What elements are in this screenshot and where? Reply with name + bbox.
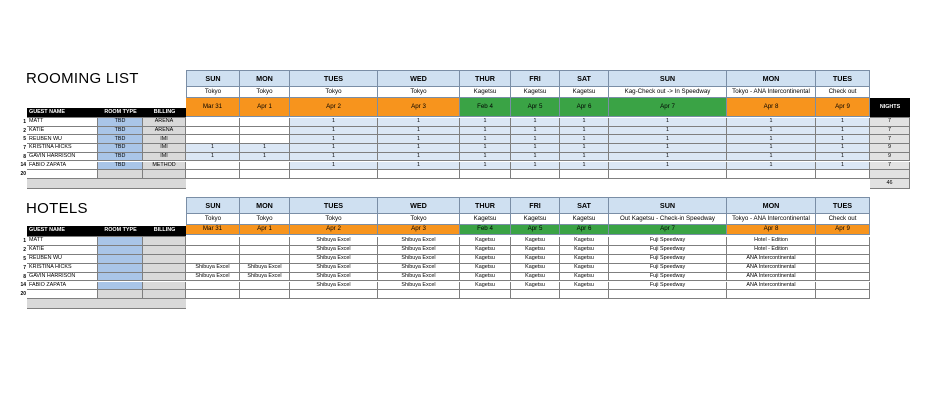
schedule-cell[interactable] (240, 135, 290, 144)
schedule-cell[interactable] (186, 246, 240, 255)
day-header: SAT (560, 70, 609, 87)
schedule-cell[interactable]: Kagetsu (560, 264, 609, 273)
nights-cell: 9 (870, 144, 910, 153)
schedule-cell[interactable] (460, 290, 511, 299)
date-header: Apr 3 (378, 98, 460, 117)
day-header: TUES (816, 197, 870, 214)
schedule-cell[interactable]: 1 (560, 144, 609, 153)
schedule-cell[interactable]: Fuji Speedway (609, 273, 727, 282)
schedule-cell[interactable]: 1 (511, 153, 560, 162)
schedule-cell[interactable]: Shibuya Excel (240, 264, 290, 273)
schedule-cell[interactable]: Shibuya Excel (186, 264, 240, 273)
billing-cell[interactable] (143, 246, 186, 255)
location-header: Kagetsu (511, 214, 560, 225)
schedule-cell[interactable]: Shibuya Excel (378, 282, 460, 291)
day-header: FRI (511, 70, 560, 87)
date-header: Feb 4 (460, 225, 511, 235)
schedule-cell[interactable] (378, 290, 460, 299)
location-header: Tokyo (186, 87, 240, 98)
schedule-cell[interactable]: 1 (378, 135, 460, 144)
schedule-cell[interactable]: 1 (609, 144, 727, 153)
schedule-cell[interactable]: 1 (511, 135, 560, 144)
schedule-cell[interactable]: Shibuya Excel (378, 237, 460, 246)
row-number: 1 (23, 118, 26, 125)
room-type-cell[interactable] (98, 255, 143, 264)
day-header: TUES (290, 197, 378, 214)
schedule-cell[interactable]: 1 (816, 118, 870, 127)
schedule-cell[interactable]: 1 (460, 153, 511, 162)
schedule-cell[interactable] (816, 264, 870, 273)
schedule-cell[interactable]: 1 (816, 127, 870, 136)
guest-name-cell[interactable]: GAVIN HARRISON (27, 273, 98, 282)
location-header: Tokyo (290, 87, 378, 98)
guest-name-header: GUEST NAME (27, 108, 98, 118)
location-header: Tokyo - ANA Intercontinental (727, 87, 816, 98)
day-header: SAT (560, 197, 609, 214)
location-header: Tokyo (186, 214, 240, 225)
schedule-cell[interactable] (240, 246, 290, 255)
schedule-cell[interactable]: 1 (727, 162, 816, 171)
schedule-cell[interactable]: 1 (816, 162, 870, 171)
schedule-cell[interactable]: 1 (609, 162, 727, 171)
row-number: 2 (23, 127, 26, 134)
billing-header: BILLING (143, 226, 186, 237)
schedule-cell[interactable]: Kagetsu (511, 273, 560, 282)
billing-cell[interactable]: ARENA (143, 127, 186, 136)
row-number: 8 (23, 273, 26, 280)
schedule-cell[interactable]: 1 (816, 144, 870, 153)
schedule-cell[interactable]: Kagetsu (560, 237, 609, 246)
schedule-cell[interactable]: 1 (511, 118, 560, 127)
row-number: 7 (23, 264, 26, 271)
schedule-cell[interactable] (511, 290, 560, 299)
date-header: Apr 1 (240, 98, 290, 117)
billing-cell[interactable]: IMI (143, 135, 186, 144)
location-header: Tokyo (290, 214, 378, 225)
billing-cell[interactable]: IMI (143, 144, 186, 153)
schedule-cell[interactable]: 1 (290, 144, 378, 153)
schedule-cell[interactable]: Kagetsu (560, 255, 609, 264)
schedule-cell[interactable]: 1 (460, 135, 511, 144)
room-type-header: ROOM TYPE (98, 108, 143, 118)
room-type-cell[interactable]: TBD (98, 127, 143, 136)
schedule-cell[interactable]: Fuji Speedway (609, 246, 727, 255)
schedule-cell[interactable] (609, 290, 727, 299)
schedule-cell[interactable] (186, 282, 240, 291)
schedule-cell[interactable]: 1 (511, 127, 560, 136)
schedule-cell[interactable]: 1 (609, 127, 727, 136)
row-number: 8 (23, 153, 26, 160)
schedule-cell[interactable]: 1 (511, 144, 560, 153)
guest-name-cell[interactable]: REUBEN WU (27, 255, 98, 264)
schedule-cell[interactable]: Kagetsu (560, 282, 609, 291)
guest-name-cell[interactable]: KATIE (27, 127, 98, 136)
total-nights-cell: 46 (870, 179, 910, 189)
schedule-cell[interactable]: 1 (727, 118, 816, 127)
schedule-cell[interactable] (186, 290, 240, 299)
location-header: Tokyo (378, 87, 460, 98)
schedule-cell[interactable]: Fuji Speedway (609, 255, 727, 264)
schedule-cell[interactable] (186, 118, 240, 127)
schedule-cell[interactable] (186, 255, 240, 264)
nights-cell: 9 (870, 153, 910, 162)
guest-name-cell[interactable]: REUBEN WU (27, 135, 98, 144)
schedule-cell[interactable] (186, 162, 240, 171)
schedule-cell[interactable]: 1 (186, 144, 240, 153)
day-header: TUES (290, 70, 378, 87)
room-type-cell[interactable] (98, 246, 143, 255)
hotels-title: HOTELS (26, 200, 88, 217)
guest-name-cell[interactable]: FABIO ZAPATA (27, 282, 98, 291)
schedule-cell[interactable]: ANA Intercontinental (727, 255, 816, 264)
schedule-cell[interactable]: 1 (240, 144, 290, 153)
day-header: TUES (816, 70, 870, 87)
day-header: SUN (186, 70, 240, 87)
schedule-cell[interactable] (609, 170, 727, 179)
nights-cell: 7 (870, 135, 910, 144)
schedule-cell[interactable]: 1 (727, 135, 816, 144)
schedule-cell[interactable]: 1 (727, 144, 816, 153)
schedule-cell[interactable]: Shibuya Excel (378, 246, 460, 255)
day-header: THUR (460, 197, 511, 214)
schedule-cell[interactable]: Shibuya Excel (186, 273, 240, 282)
schedule-cell[interactable]: 1 (186, 153, 240, 162)
day-header: SUN (609, 197, 727, 214)
location-header: Tokyo (240, 214, 290, 225)
schedule-cell[interactable]: Shibuya Excel (290, 264, 378, 273)
day-header: MON (240, 70, 290, 87)
schedule-cell[interactable]: 1 (460, 118, 511, 127)
schedule-cell[interactable] (240, 127, 290, 136)
schedule-cell[interactable]: 1 (560, 127, 609, 136)
schedule-cell[interactable]: Shibuya Excel (290, 282, 378, 291)
nights-header: NIGHTS (870, 98, 910, 118)
billing-cell[interactable] (143, 290, 186, 299)
room-type-cell[interactable]: TBD (98, 153, 143, 162)
schedule-cell[interactable]: Shibuya Excel (290, 273, 378, 282)
schedule-cell[interactable]: 1 (609, 153, 727, 162)
room-type-cell[interactable] (98, 264, 143, 273)
footer-row (27, 299, 186, 309)
location-header: Tokyo - ANA Intercontinental (727, 214, 816, 225)
schedule-cell[interactable]: Kagetsu (460, 264, 511, 273)
schedule-cell[interactable]: 1 (727, 127, 816, 136)
schedule-cell[interactable] (240, 162, 290, 171)
schedule-cell[interactable]: 1 (816, 153, 870, 162)
billing-header: BILLING (143, 108, 186, 118)
date-header: Apr 2 (290, 225, 378, 235)
nights-cell: 7 (870, 162, 910, 171)
schedule-cell[interactable] (240, 237, 290, 246)
schedule-cell[interactable] (816, 290, 870, 299)
schedule-cell[interactable]: Fuji Speedway (609, 264, 727, 273)
day-header: WED (378, 197, 460, 214)
location-header: Kagetsu (460, 87, 511, 98)
schedule-cell[interactable]: Kagetsu (511, 237, 560, 246)
row-number: 2 (23, 246, 26, 253)
row-number: 5 (23, 136, 26, 143)
guest-name-cell[interactable]: MATT (27, 118, 98, 127)
room-type-cell[interactable] (98, 273, 143, 282)
guest-name-cell[interactable] (27, 290, 98, 299)
schedule-cell[interactable] (727, 290, 816, 299)
schedule-cell[interactable]: Shibuya Excel (378, 264, 460, 273)
schedule-cell[interactable] (816, 170, 870, 179)
schedule-cell[interactable]: 1 (290, 162, 378, 171)
schedule-cell[interactable] (816, 237, 870, 246)
schedule-cell[interactable]: Kagetsu (511, 264, 560, 273)
schedule-cell[interactable]: Hotel - Edition (727, 246, 816, 255)
billing-cell[interactable]: IMI (143, 153, 186, 162)
schedule-cell[interactable] (560, 290, 609, 299)
billing-cell[interactable] (143, 264, 186, 273)
day-header: WED (378, 70, 460, 87)
day-header: FRI (511, 197, 560, 214)
schedule-cell[interactable]: Kagetsu (460, 237, 511, 246)
date-header: Apr 6 (560, 225, 609, 235)
room-type-cell[interactable]: TBD (98, 118, 143, 127)
schedule-cell[interactable] (816, 255, 870, 264)
billing-cell[interactable] (143, 170, 186, 179)
schedule-cell[interactable]: 1 (560, 153, 609, 162)
guest-name-cell[interactable]: FABIO ZAPATA (27, 162, 98, 171)
row-number: 14 (20, 282, 26, 289)
schedule-cell[interactable] (240, 118, 290, 127)
location-header: Kagetsu (511, 87, 560, 98)
schedule-cell[interactable] (186, 170, 240, 179)
schedule-cell[interactable]: ANA Intercontinental (727, 282, 816, 291)
schedule-cell[interactable]: 1 (560, 118, 609, 127)
schedule-cell[interactable] (511, 170, 560, 179)
schedule-cell[interactable] (816, 273, 870, 282)
schedule-cell[interactable] (186, 127, 240, 136)
guest-name-cell[interactable]: MATT (27, 237, 98, 246)
schedule-cell[interactable]: Kagetsu (460, 282, 511, 291)
schedule-cell[interactable]: 1 (378, 127, 460, 136)
room-type-cell[interactable] (98, 237, 143, 246)
schedule-cell[interactable] (186, 135, 240, 144)
schedule-cell[interactable] (240, 282, 290, 291)
schedule-cell[interactable]: Shibuya Excel (378, 273, 460, 282)
schedule-cell[interactable]: Kagetsu (460, 273, 511, 282)
row-number: 20 (20, 171, 26, 178)
schedule-cell[interactable]: 1 (609, 118, 727, 127)
schedule-cell[interactable]: 1 (290, 153, 378, 162)
location-header: Kagetsu (560, 214, 609, 225)
location-header: Check out (816, 87, 870, 98)
schedule-cell[interactable]: 1 (378, 118, 460, 127)
day-header: SUN (609, 70, 727, 87)
schedule-cell[interactable]: 1 (460, 127, 511, 136)
date-header: Apr 7 (609, 98, 727, 117)
room-type-cell[interactable]: TBD (98, 144, 143, 153)
date-header: Apr 7 (609, 225, 727, 235)
schedule-cell[interactable]: 1 (290, 118, 378, 127)
schedule-cell[interactable]: Kagetsu (511, 246, 560, 255)
schedule-cell[interactable]: Shibuya Excel (378, 255, 460, 264)
schedule-cell[interactable]: Shibuya Excel (240, 273, 290, 282)
footer-row (27, 179, 186, 189)
guest-name-header: GUEST NAME (27, 226, 98, 237)
schedule-cell[interactable] (240, 255, 290, 264)
date-header: Apr 8 (727, 98, 816, 117)
nights-cell: 7 (870, 127, 910, 136)
date-header: Apr 2 (290, 98, 378, 117)
schedule-cell[interactable]: Shibuya Excel (290, 246, 378, 255)
schedule-cell[interactable]: 1 (460, 144, 511, 153)
schedule-cell[interactable]: 1 (378, 153, 460, 162)
schedule-cell[interactable]: Shibuya Excel (290, 255, 378, 264)
location-header: Tokyo (240, 87, 290, 98)
room-type-cell[interactable]: TBD (98, 135, 143, 144)
schedule-cell[interactable]: Kagetsu (511, 282, 560, 291)
schedule-cell[interactable]: Kagetsu (560, 246, 609, 255)
schedule-cell[interactable]: Kagetsu (560, 273, 609, 282)
day-header: MON (727, 197, 816, 214)
schedule-cell[interactable] (240, 170, 290, 179)
row-number: 14 (20, 162, 26, 169)
schedule-cell[interactable] (460, 170, 511, 179)
schedule-cell[interactable] (240, 290, 290, 299)
schedule-cell[interactable] (378, 170, 460, 179)
schedule-cell[interactable]: 1 (460, 162, 511, 171)
room-type-cell[interactable] (98, 282, 143, 291)
guest-name-cell[interactable] (27, 170, 98, 179)
schedule-cell[interactable] (290, 170, 378, 179)
guest-name-cell[interactable]: KRISTINA HICKS (27, 144, 98, 153)
schedule-cell[interactable] (560, 170, 609, 179)
billing-cell[interactable] (143, 237, 186, 246)
schedule-cell[interactable]: Hotel - Edition (727, 237, 816, 246)
schedule-cell[interactable]: 1 (560, 162, 609, 171)
schedule-cell[interactable]: 1 (511, 162, 560, 171)
guest-name-cell[interactable]: KATIE (27, 246, 98, 255)
guest-name-cell[interactable]: KRISTINA HICKS (27, 264, 98, 273)
date-header: Apr 9 (816, 98, 870, 117)
date-header: Apr 1 (240, 225, 290, 235)
rooming-list-title: ROOMING LIST (26, 70, 139, 87)
schedule-cell[interactable]: Fuji Speedway (609, 282, 727, 291)
schedule-cell[interactable]: 1 (609, 135, 727, 144)
date-header: Mar 31 (186, 98, 240, 117)
nights-cell (870, 170, 910, 179)
schedule-cell[interactable]: Kagetsu (460, 255, 511, 264)
date-header: Apr 6 (560, 98, 609, 117)
schedule-cell[interactable] (727, 170, 816, 179)
schedule-cell[interactable] (186, 237, 240, 246)
location-header: Kagetsu (560, 87, 609, 98)
schedule-cell[interactable]: Shibuya Excel (290, 237, 378, 246)
schedule-cell[interactable]: 1 (816, 135, 870, 144)
schedule-cell[interactable]: 1 (727, 153, 816, 162)
row-number: 5 (23, 255, 26, 262)
guest-name-cell[interactable]: GAVIN HARRISON (27, 153, 98, 162)
row-number: 20 (20, 291, 26, 298)
date-header: Apr 5 (511, 98, 560, 117)
room-type-cell[interactable] (98, 170, 143, 179)
row-number: 7 (23, 144, 26, 151)
day-header: THUR (460, 70, 511, 87)
date-header: Apr 9 (816, 225, 870, 235)
date-header: Apr 8 (727, 225, 816, 235)
schedule-cell[interactable] (816, 246, 870, 255)
schedule-cell[interactable]: ANA Intercontinental (727, 264, 816, 273)
location-header: Kag-Check out -> In Speedway (609, 87, 727, 98)
schedule-cell[interactable]: 1 (290, 135, 378, 144)
schedule-cell[interactable]: ANA Intercontinental (727, 273, 816, 282)
billing-cell[interactable] (143, 255, 186, 264)
schedule-cell[interactable]: Kagetsu (460, 246, 511, 255)
schedule-cell[interactable]: 1 (378, 144, 460, 153)
date-header: Feb 4 (460, 98, 511, 117)
location-header: Kagetsu (460, 214, 511, 225)
schedule-cell[interactable]: 1 (378, 162, 460, 171)
billing-cell[interactable]: METHOD (143, 162, 186, 171)
schedule-cell[interactable]: 1 (240, 153, 290, 162)
location-header: Tokyo (378, 214, 460, 225)
billing-cell[interactable] (143, 282, 186, 291)
schedule-cell[interactable] (816, 282, 870, 291)
day-header: SUN (186, 197, 240, 214)
date-header: Mar 31 (186, 225, 240, 235)
day-header: MON (727, 70, 816, 87)
billing-cell[interactable]: ARENA (143, 118, 186, 127)
room-type-cell[interactable]: TBD (98, 162, 143, 171)
location-header: Check out (816, 214, 870, 225)
nights-cell: 7 (870, 118, 910, 127)
schedule-cell[interactable]: 1 (560, 135, 609, 144)
day-header: MON (240, 197, 290, 214)
location-header: Out Kagetsu - Check-in Speedway (609, 214, 727, 225)
schedule-cell[interactable]: 1 (290, 127, 378, 136)
billing-cell[interactable] (143, 273, 186, 282)
date-header: Apr 5 (511, 225, 560, 235)
schedule-cell[interactable] (290, 290, 378, 299)
schedule-cell[interactable]: Fuji Speedway (609, 237, 727, 246)
date-header: Apr 3 (378, 225, 460, 235)
room-type-header: ROOM TYPE (98, 226, 143, 237)
room-type-cell[interactable] (98, 290, 143, 299)
schedule-cell[interactable]: Kagetsu (511, 255, 560, 264)
row-number: 1 (23, 237, 26, 244)
